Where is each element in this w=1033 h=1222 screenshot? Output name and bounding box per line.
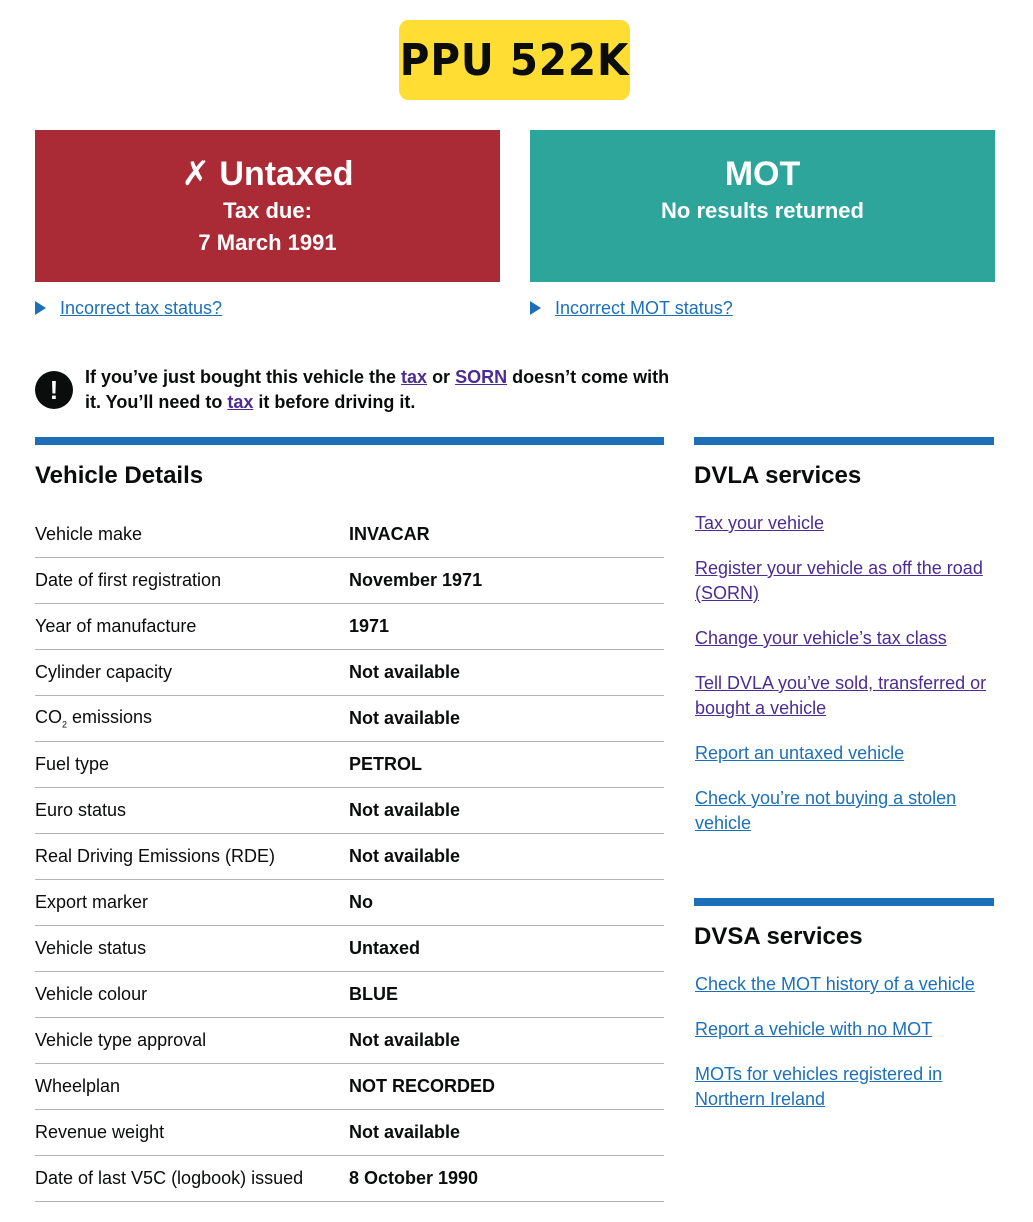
list-item — [695, 972, 995, 997]
registration-plate: PPU 522K — [399, 20, 630, 100]
tax-status-panel — [35, 130, 500, 282]
tax-link[interactable]: tax — [401, 367, 428, 387]
warning-text-part: or — [427, 367, 456, 387]
dvla-link-tell-dvla-sold[interactable]: Tell DVLA you’ve sold, transferred or bought a vehicle — [695, 673, 987, 718]
table-row — [35, 1156, 664, 1202]
tax-due-date: 7 March 1991 — [198, 230, 337, 255]
row-label: Wheelplan — [35, 1076, 121, 1096]
row-label: Cylinder capacity — [35, 662, 173, 682]
row-value: Not available — [349, 708, 461, 728]
row-label: Vehicle type approval — [35, 1030, 207, 1050]
co2-text-post: emissions — [67, 707, 153, 728]
table-row — [35, 650, 664, 696]
table-row — [35, 834, 664, 880]
table-row — [35, 1018, 664, 1064]
row-label: Euro status — [35, 800, 127, 820]
incorrect-tax-status-toggle[interactable] — [35, 296, 222, 320]
mot-status-subtitle: No results returned — [661, 198, 864, 223]
row-label: Vehicle colour — [35, 984, 148, 1004]
warning-icon: ! — [35, 371, 73, 409]
warning-text — [85, 365, 675, 415]
list-item — [695, 511, 995, 536]
row-value: November 1971 — [349, 570, 483, 590]
row-value: Not available — [349, 1122, 461, 1142]
sorn-link[interactable]: SORN — [455, 367, 508, 387]
row-value: Not available — [349, 662, 461, 682]
row-label: Revenue weight — [35, 1122, 165, 1142]
incorrect-mot-status-link[interactable]: Incorrect MOT status? — [555, 298, 733, 318]
mot-status-title: MOT — [724, 155, 801, 193]
dvla-link-check-stolen[interactable]: Check you’re not buying a stolen vehicle — [695, 788, 957, 833]
table-row — [35, 742, 664, 788]
dvla-services-list — [695, 511, 995, 856]
list-item — [695, 1017, 995, 1042]
expand-triangle-icon — [35, 301, 46, 315]
row-value: PETROL — [349, 754, 423, 774]
tax-status-title: ✗ Untaxed — [181, 155, 354, 193]
dvsa-link-mots-northern-ireland[interactable]: MOTs for vehicles registered in Northern Ireland — [695, 1064, 943, 1109]
incorrect-mot-status-toggle[interactable] — [530, 296, 733, 320]
table-row — [35, 880, 664, 926]
tax-link-2[interactable]: tax — [227, 392, 254, 412]
row-label: Date of first registration — [35, 570, 222, 590]
row-label: Export marker — [35, 892, 149, 912]
dvsa-link-mot-history[interactable]: Check the MOT history of a vehicle — [695, 974, 975, 994]
warning-text-part: it before driving it. — [253, 392, 416, 412]
row-value: BLUE — [349, 984, 398, 1004]
table-row — [35, 788, 664, 834]
dvla-services-heading: DVLA services — [694, 462, 862, 489]
row-label: Real Driving Emissions (RDE) — [35, 846, 276, 866]
mot-status-panel — [530, 130, 995, 282]
incorrect-tax-status-link[interactable]: Incorrect tax status? — [60, 298, 223, 318]
row-label: Year of manufacture — [35, 616, 197, 636]
row-label: Fuel type — [35, 754, 110, 774]
row-value: 1971 — [349, 616, 390, 636]
list-item — [695, 741, 995, 766]
section-divider — [694, 437, 994, 445]
warning-notice — [35, 365, 675, 415]
dvla-link-report-untaxed[interactable]: Report an untaxed vehicle — [695, 743, 905, 763]
vehicle-details-table — [35, 512, 664, 1202]
row-label: Vehicle status — [35, 938, 147, 958]
list-item — [695, 556, 995, 606]
dvla-link-tax-your-vehicle[interactable]: Tax your vehicle — [695, 513, 825, 533]
table-row — [35, 512, 664, 558]
list-item — [695, 1062, 995, 1112]
table-row — [35, 972, 664, 1018]
table-row — [35, 696, 664, 742]
expand-triangle-icon — [530, 301, 541, 315]
dvla-link-change-tax-class[interactable]: Change your vehicle’s tax class — [695, 628, 947, 648]
row-value: 8 October 1990 — [349, 1168, 479, 1188]
list-item — [695, 671, 995, 721]
dvsa-services-heading: DVSA services — [694, 923, 863, 950]
table-row — [35, 604, 664, 650]
table-row — [35, 1110, 664, 1156]
tax-due-label: Tax due: — [223, 198, 312, 223]
list-item — [695, 626, 995, 651]
table-row — [35, 558, 664, 604]
row-label-co2 — [35, 707, 349, 730]
row-label: Date of last V5C (logbook) issued — [35, 1168, 304, 1188]
row-value: INVACAR — [349, 524, 430, 544]
row-label: Vehicle make — [35, 524, 143, 544]
dvla-link-register-sorn[interactable]: Register your vehicle as off the road (SORN) — [695, 558, 983, 603]
row-value: No — [349, 892, 373, 912]
table-row — [35, 1064, 664, 1110]
row-value: Not available — [349, 846, 461, 866]
section-divider — [35, 437, 664, 445]
co2-subscript: 2 — [62, 719, 68, 730]
row-value: Not available — [349, 800, 461, 820]
warning-text-part: doesn’t come with it. You’ll need to — [85, 367, 670, 412]
dvsa-services-list — [695, 972, 995, 1132]
co2-text: CO — [35, 707, 62, 728]
warning-text-part: If you’ve just bought this vehicle the — [85, 367, 402, 387]
section-divider — [694, 898, 994, 906]
table-row — [35, 926, 664, 972]
row-value: Not available — [349, 1030, 461, 1050]
dvsa-link-report-no-mot[interactable]: Report a vehicle with no MOT — [695, 1019, 933, 1039]
list-item — [695, 786, 995, 836]
row-value: NOT RECORDED — [349, 1076, 496, 1096]
row-value: Untaxed — [349, 938, 421, 958]
vehicle-details-heading: Vehicle Details — [35, 462, 204, 489]
